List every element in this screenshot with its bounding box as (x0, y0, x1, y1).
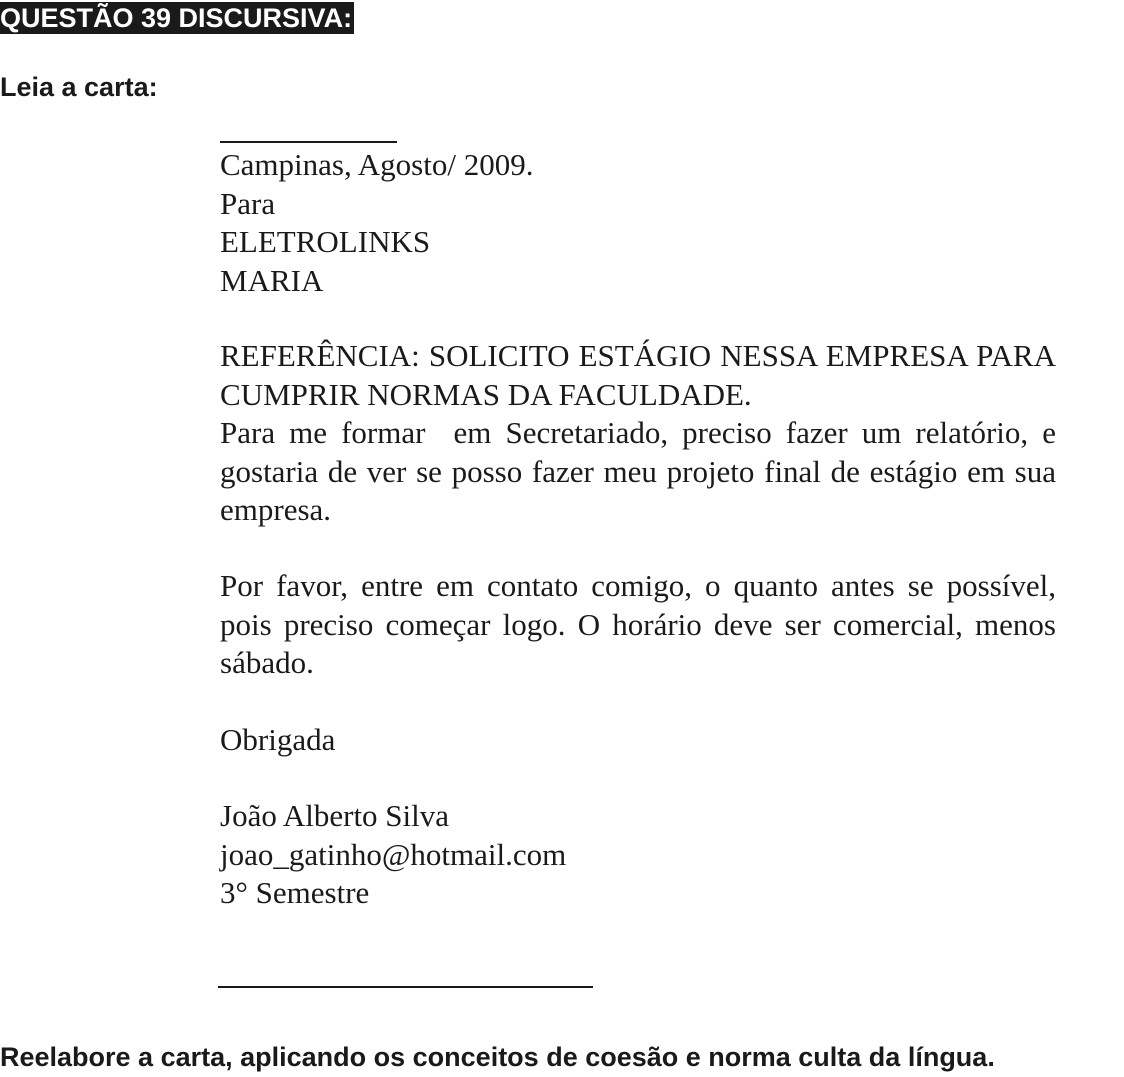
signature-semester: 3° Semestre (220, 875, 370, 910)
letter-company: ELETROLINKS (220, 224, 431, 259)
letter-recipient: MARIA (220, 262, 324, 298)
letter-paragraph-1: Para me formar em Secretariado, preciso fazer um relatório, e gostaria de ver se posso fazer meu projeto final de estágio em sua empresa. (220, 415, 1064, 527)
signature-email: joao_gatinho@hotmail.com (220, 836, 567, 872)
question-instruction: Reelabore a carta, aplicando os conceitos de coesão e norma culta da língua. (0, 1042, 995, 1072)
signature-name: João Alberto Silva (220, 798, 450, 833)
letter-paragraph-2-block (220, 567, 1056, 683)
letter-header (220, 146, 1056, 300)
letter-paragraph-2: Por favor, entre em contato comigo, o quanto antes se possível, pois preciso começar logo. O horário deve ser comercial, menos sábado. (220, 568, 1056, 680)
letter-date-line: Campinas, Agosto/ 2009. (220, 147, 534, 182)
letter-closing-block (220, 721, 1056, 760)
bottom-divider-line (218, 986, 593, 988)
letter-signature (220, 797, 1056, 913)
letter-reference: REFERÊNCIA: SOLICITO ESTÁGIO NESSA EMPRESA PARA CUMPRIR NORMAS DA FACULDADE. (220, 338, 1056, 412)
letter-closing: Obrigada (220, 722, 336, 757)
letter-reference-block (220, 337, 1056, 414)
question-intro: Leia a carta: (0, 72, 158, 102)
letter-to-label: Para (220, 185, 276, 221)
question-title: QUESTÃO 39 DISCURSIVA: (0, 3, 353, 33)
top-divider-line (220, 141, 397, 143)
letter-paragraph-1-block (220, 414, 1064, 530)
